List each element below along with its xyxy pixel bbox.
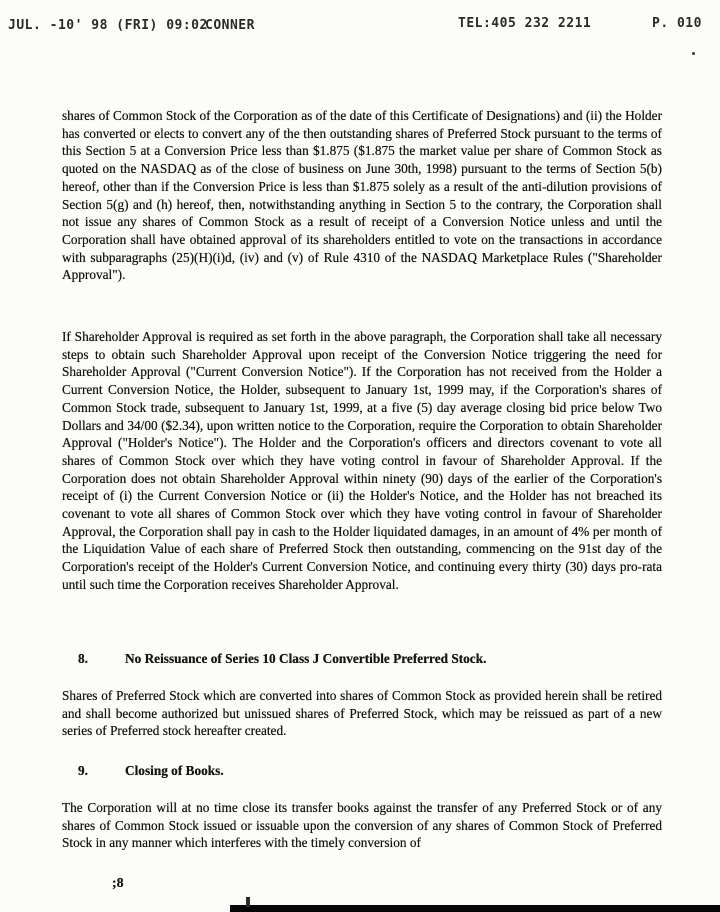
fax-datetime: JUL. -10' 98 (FRI) 09:02 [8, 18, 208, 33]
section-8-title: No Reissuance of Series 10 Class J Convertible Preferred Stock. [125, 651, 487, 666]
scan-speck [692, 52, 695, 55]
fax-sender: CONNER [205, 18, 255, 33]
page-number-footer: ;8 [112, 876, 124, 891]
scanner-edge-artifact [230, 905, 720, 912]
section-9-title: Closing of Books. [125, 763, 224, 778]
paragraph-conversion-price: shares of Common Stock of the Corporation as of the date of this Certificate of Designations) and (ii) the Holder has converted or elects to convert any of the then outstanding shares of Preferred Stock pursuant to the terms of this Section 5 at a Conversion Price less than $1.875 ($1.875 the market value per share of Common Stock as quoted on the NASDAQ as of the close of business on June 30th, 1998) pursuant to the terms of Section 5(b) hereof, other than if the Conversion Price is less than $1.875 solely as a result of the anti-dilution provisions of Section 5(g) and (h) hereof, then, notwithstanding anything in Section 5 to the contrary, the Corporation shall not issue any shares of Common Stock as a result of receipt of a Conversion Notice unless and until the Corporation shall have obtained approval of its shareholders entitled to vote on the transactions in accordance with subparagraphs (25)(H)(i)d, (iv) and (v) of Rule 4310 of the NASDAQ Marketplace Rules ("Shareholder Approval"). [62, 108, 662, 283]
scanner-edge-tick [246, 897, 250, 907]
section-9-number: 9. [78, 763, 88, 778]
fax-page-indicator: P. 010 [652, 16, 702, 31]
section-8-heading [62, 650, 662, 668]
paragraph-shareholder-approval: If Shareholder Approval is required as set forth in the above paragraph, the Corporation shall take all necessary steps to obtain such Shareholder Approval upon receipt of the Conversion Notice triggering the need for Shareholder Approval ("Current Conversion Notice"). If the Corporation has not received from the Holder a Current Conversion Notice, the Holder, subsequent to January 1st, 1999 may, if the Corporation's shares of Common Stock trade, subsequent to January 1st, 1999, at a five (5) day average closing bid price below Two Dollars and 34/00 ($2.34), upon written notice to the Corporation, require the Corporation to obtain Shareholder Approval ("Holder's Notice"). The Holder and the Corporation's officers and directors covenant to vote all shares of Common Stock over which they have voting control in favour of Shareholder Approval. If the Corporation does not obtain Shareholder Approval within ninety (90) days of the earlier of the Corporation's receipt of (i) the Current Conversion Notice or (ii) the Holder's Notice, and the Holder has not breached its covenant to vote all shares of Common Stock over which they have voting control in favour of Shareholder Approval, the Corporation shall pay in cash to the Holder liquidated damages, in an amount of 4% per month of the Liquidation Value of each share of Preferred Stock then outstanding, commencing on the 91st day of the Corporation's receipt of the Holder's Current Conversion Notice, and continuing every thirty (30) days pro-rata until such time the Corporation receives Shareholder Approval. [62, 329, 662, 592]
fax-telephone: TEL:405 232 2211 [458, 16, 592, 31]
section-9-heading [62, 762, 662, 780]
paragraph-no-reissuance: Shares of Preferred Stock which are converted into shares of Common Stock as provided herein shall be retired and shall become authorized but unissued shares of Preferred Stock, which may be reissued as part of a new series of Preferred stock hereafter created. [62, 688, 662, 739]
section-8-number: 8. [78, 651, 88, 666]
paragraph-closing-of-books: The Corporation will at no time close its transfer books against the transfer of any Preferred Stock or of any shares of Common Stock issued or issuable upon the conversion of any shares of Common Stock of Preferred Stock in any manner which interferes with the timely conversion of [62, 800, 662, 851]
fax-transmission-header [0, 16, 720, 40]
